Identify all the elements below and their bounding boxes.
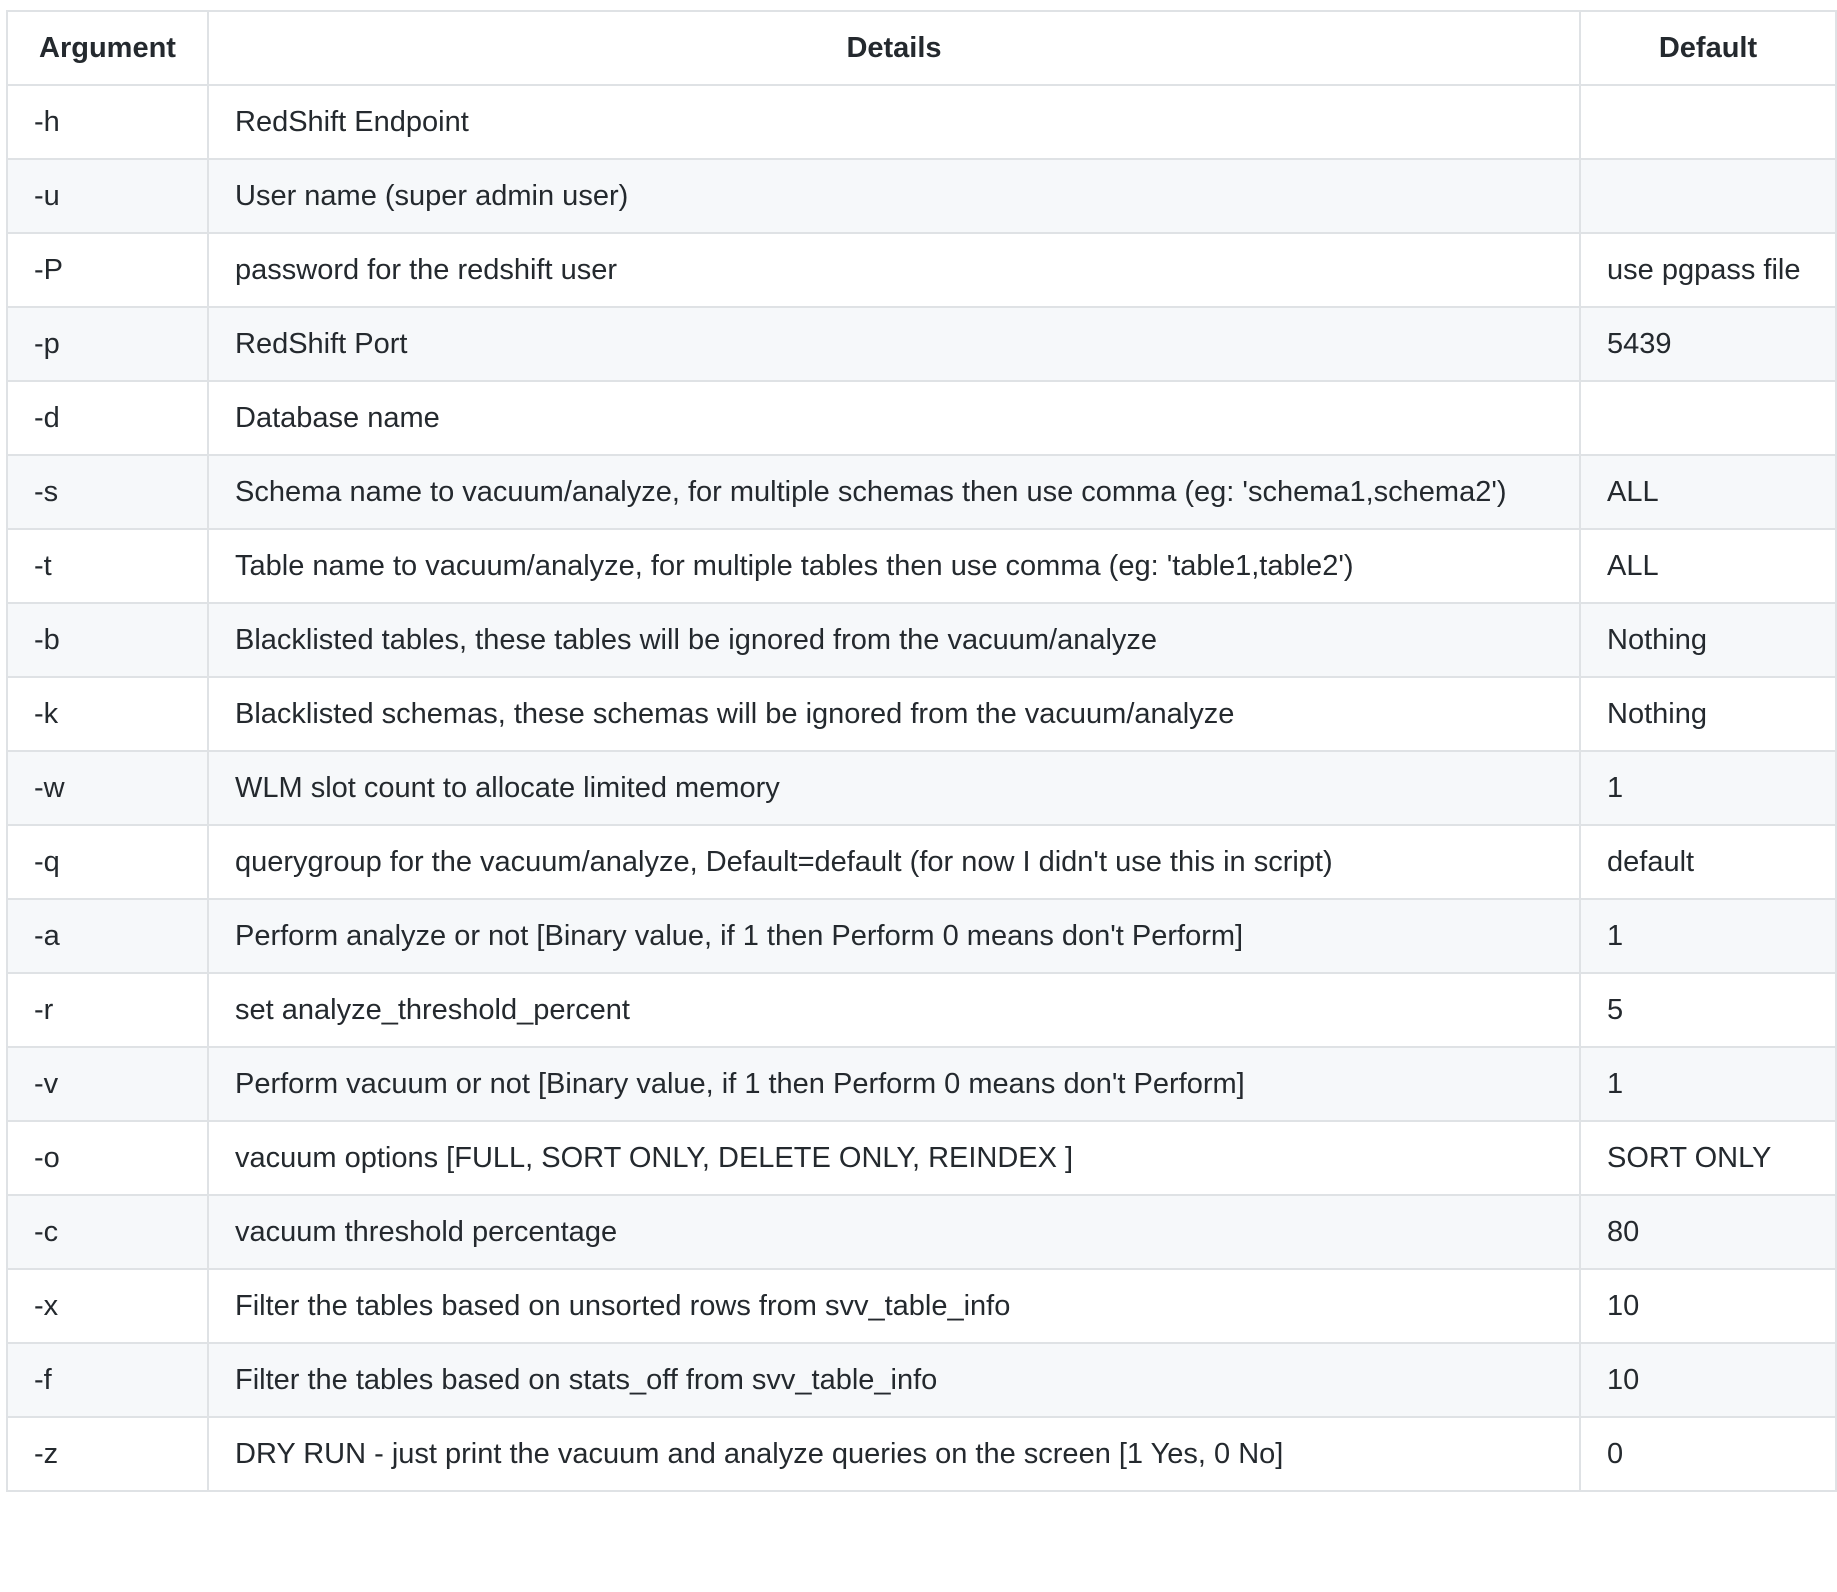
table-row — [7, 85, 1836, 159]
argument-cell: -x — [7, 1269, 208, 1343]
details-cell: set analyze_threshold_percent — [208, 973, 1580, 1047]
argument-cell: -p — [7, 307, 208, 381]
default-cell: 10 — [1580, 1343, 1836, 1417]
details-cell: Perform analyze or not [Binary value, if 1 then Perform 0 means don't Perform] — [208, 899, 1580, 973]
table-header-row — [7, 11, 1836, 85]
details-cell: password for the redshift user — [208, 233, 1580, 307]
default-cell: 5439 — [1580, 307, 1836, 381]
argument-cell: -c — [7, 1195, 208, 1269]
default-cell — [1580, 159, 1836, 233]
argument-cell: -d — [7, 381, 208, 455]
default-cell: ALL — [1580, 455, 1836, 529]
argument-cell: -t — [7, 529, 208, 603]
default-cell: 1 — [1580, 1047, 1836, 1121]
table-row — [7, 455, 1836, 529]
details-cell: querygroup for the vacuum/analyze, Default=default (for now I didn't use this in script) — [208, 825, 1580, 899]
table-row — [7, 899, 1836, 973]
default-cell: default — [1580, 825, 1836, 899]
details-cell: WLM slot count to allocate limited memory — [208, 751, 1580, 825]
arguments-table — [6, 10, 1837, 1492]
arguments-table-container — [6, 10, 1837, 1492]
column-header-argument: Argument — [7, 11, 208, 85]
default-cell: 0 — [1580, 1417, 1836, 1491]
default-cell: 1 — [1580, 751, 1836, 825]
details-cell: vacuum threshold percentage — [208, 1195, 1580, 1269]
details-cell: RedShift Port — [208, 307, 1580, 381]
default-cell: ALL — [1580, 529, 1836, 603]
argument-cell: -b — [7, 603, 208, 677]
table-row — [7, 1417, 1836, 1491]
details-cell: Database name — [208, 381, 1580, 455]
table-row — [7, 159, 1836, 233]
table-row — [7, 973, 1836, 1047]
argument-cell: -v — [7, 1047, 208, 1121]
table-row — [7, 233, 1836, 307]
argument-cell: -f — [7, 1343, 208, 1417]
table-row — [7, 529, 1836, 603]
details-cell: Blacklisted schemas, these schemas will be ignored from the vacuum/analyze — [208, 677, 1580, 751]
table-row — [7, 825, 1836, 899]
details-cell: Perform vacuum or not [Binary value, if 1 then Perform 0 means don't Perform] — [208, 1047, 1580, 1121]
details-cell: Filter the tables based on unsorted rows from svv_table_info — [208, 1269, 1580, 1343]
table-row — [7, 307, 1836, 381]
table-row — [7, 751, 1836, 825]
default-cell: 10 — [1580, 1269, 1836, 1343]
argument-cell: -P — [7, 233, 208, 307]
argument-cell: -o — [7, 1121, 208, 1195]
default-cell: Nothing — [1580, 677, 1836, 751]
table-row — [7, 1047, 1836, 1121]
table-row — [7, 603, 1836, 677]
default-cell: SORT ONLY — [1580, 1121, 1836, 1195]
table-row — [7, 1343, 1836, 1417]
column-header-details: Details — [208, 11, 1580, 85]
argument-cell: -h — [7, 85, 208, 159]
column-header-default: Default — [1580, 11, 1836, 85]
default-cell — [1580, 381, 1836, 455]
table-row — [7, 1195, 1836, 1269]
default-cell — [1580, 85, 1836, 159]
argument-cell: -k — [7, 677, 208, 751]
details-cell: Schema name to vacuum/analyze, for multiple schemas then use comma (eg: 'schema1,schema2') — [208, 455, 1580, 529]
argument-cell: -u — [7, 159, 208, 233]
details-cell: vacuum options [FULL, SORT ONLY, DELETE ONLY, REINDEX ] — [208, 1121, 1580, 1195]
details-cell: Blacklisted tables, these tables will be ignored from the vacuum/analyze — [208, 603, 1580, 677]
table-row — [7, 677, 1836, 751]
default-cell: Nothing — [1580, 603, 1836, 677]
table-row — [7, 381, 1836, 455]
argument-cell: -s — [7, 455, 208, 529]
default-cell: use pgpass file — [1580, 233, 1836, 307]
argument-cell: -q — [7, 825, 208, 899]
details-cell: Table name to vacuum/analyze, for multiple tables then use comma (eg: 'table1,table2') — [208, 529, 1580, 603]
default-cell: 1 — [1580, 899, 1836, 973]
table-row — [7, 1121, 1836, 1195]
details-cell: Filter the tables based on stats_off from svv_table_info — [208, 1343, 1580, 1417]
argument-cell: -a — [7, 899, 208, 973]
default-cell: 80 — [1580, 1195, 1836, 1269]
table-row — [7, 1269, 1836, 1343]
argument-cell: -z — [7, 1417, 208, 1491]
default-cell: 5 — [1580, 973, 1836, 1047]
argument-cell: -w — [7, 751, 208, 825]
argument-cell: -r — [7, 973, 208, 1047]
details-cell: DRY RUN - just print the vacuum and analyze queries on the screen [1 Yes, 0 No] — [208, 1417, 1580, 1491]
details-cell: RedShift Endpoint — [208, 85, 1580, 159]
details-cell: User name (super admin user) — [208, 159, 1580, 233]
